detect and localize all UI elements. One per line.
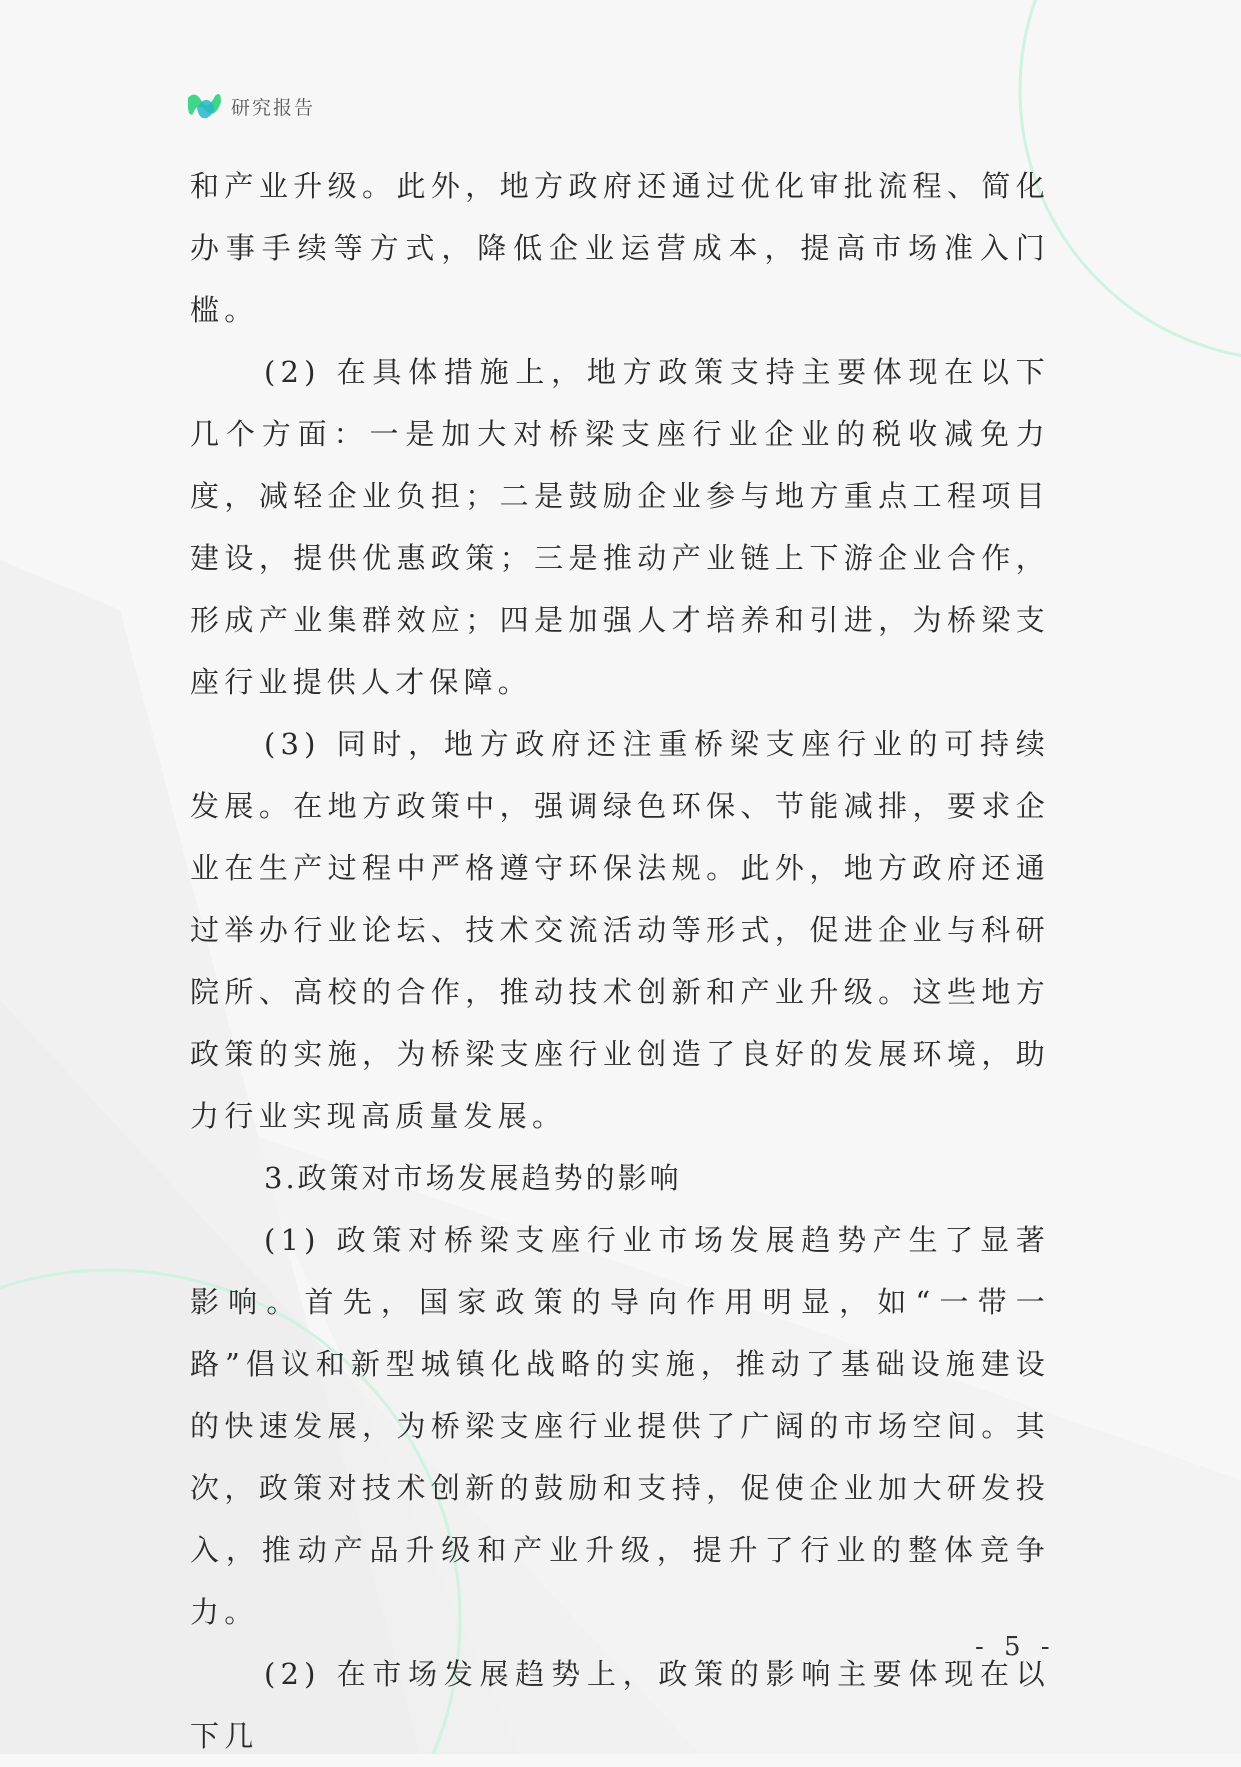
- paragraph-sustainable-development: (3) 同时，地方政府还注重桥梁支座行业的可持续发展。在地方政策中，强调绿色环保、节能减排，要求企业在生产过程中严格遵守环保法规。此外，地方政府还通过举办行业论坛、技术交流活动等形式，促进企业与科研院所、高校的合作，推动技术创新和产业升级。这些地方政策的实施，为桥梁支座行业创造了良好的发展环境，助力行业实现高质量发展。: [190, 727, 1050, 1133]
- paragraph-policy-impact: (1) 政策对桥梁支座行业市场发展趋势产生了显著影响。首先，国家政策的导向作用明显，如“一带一路”倡议和新型城镇化战略的实施，推动了基础设施建设的快速发展，为桥梁支座行业提供了广阔的市场空间。其次，政策对技术创新的鼓励和支持，促使企业加大研发投入，推动产品升级和产业升级，提升了行业的整体竞争力。: [190, 1223, 1050, 1629]
- header-title: 研究报告: [231, 96, 316, 119]
- paragraph-continued: 和产业升级。此外，地方政府还通过优化审批流程、简化办事手续等方式，降低企业运营成本，提高市场准入门槛。: [190, 169, 1050, 327]
- document-body: [190, 155, 1050, 1767]
- paragraph-market-trends: (2) 在市场发展趋势上，政策的影响主要体现在以下几: [190, 1657, 1050, 1753]
- page-number: - 5 -: [975, 1632, 1056, 1662]
- section-heading: 3.政策对市场发展趋势的影响: [264, 1161, 682, 1195]
- brand-logo-icon: [185, 88, 223, 124]
- report-header: [185, 88, 315, 124]
- paragraph-local-measures: (2) 在具体措施上，地方政策支持主要体现在以下几个方面：一是加大对桥梁支座行业企业的税收减免力度，减轻企业负担；二是鼓励企业参与地方重点工程项目建设，提供优惠政策；三是推动产业链上下游企业合作，形成产业集群效应；四是加强人才培养和引进，为桥梁支座行业提供人才保障。: [190, 355, 1050, 699]
